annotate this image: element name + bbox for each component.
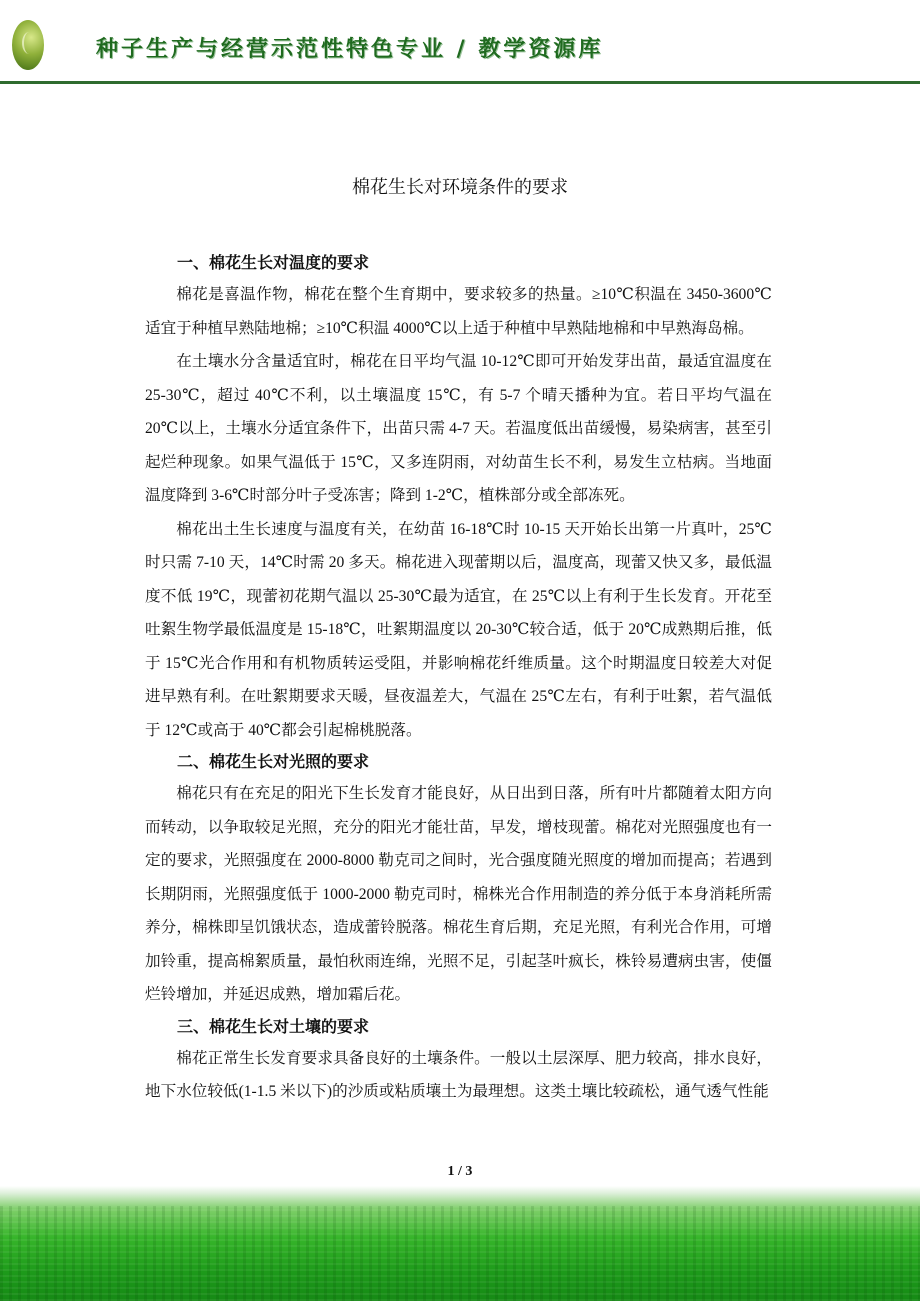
document-body [145,248,772,1109]
grass-footer-image [0,1186,920,1301]
document-title: 棉花生长对环境条件的要求 [352,177,568,198]
paragraph: 棉花正常生长发育要求具备良好的土壤条件。一般以土层深厚、肥力较高，排水良好，地下水位较低(1-1.5 米以下)的沙质或粘质壤土为最理想。这类土壤比较疏松，通气透气性能 [145,1049,772,1100]
section-heading-temperature: 一、棉花生长对温度的要求 [177,253,370,272]
header-divider [0,81,920,84]
section-heading-soil: 三、棉花生长对土壤的要求 [177,1016,370,1036]
seedling-logo-icon [12,20,44,70]
page-header [0,0,920,86]
page-number: 1 / 3 [447,1164,473,1179]
paragraph: 棉花出土生长速度与温度有关，在幼苗 16-18℃时 10-15 天开始长出第一片真叶，25℃时只需 7-10 天，14℃时需 20 多天。棉花进入现蕾期以后，温度高，现蕾又快又多，最低温度不低 19℃，现蕾初花期气温以 25-30℃最为适宜，在 25℃以上有利于生长发育。开花至吐絮生物学最低温度是 15-18℃，吐絮期温度以 20-30℃较合适，低于 20℃成熟期后推，低于 15℃光合作用和有机物质转运受阻，并影响棉花纤维质量。这个时期温度日较差大对促进早熟有利。在吐絮期要求天暖，昼夜温差大，气温在 25℃左右，有利于吐絮，若气温低于 12℃或高于 40℃都会引起棉桃脱落。 [145,520,772,739]
header-title: 种子生产与经营示范性特色专业 / 教学资源库 [96,37,604,62]
paragraph: 棉花只有在充足的阳光下生长发育才能良好，从日出到日落，所有叶片都随着太阳方向而转动，以争取较足光照，充分的阳光才能壮苗，早发，增枝现蕾。棉花对光照强度也有一定的要求，光照强度在 2000-8000 勒克司之间时，光合强度随光照度的增加而提高；若遇到长期阴雨，光照强度低于 1000-2000 勒克司时，棉株光合作用制造的养分低于本身消耗所需养分，棉株即呈饥饿状态，造成蕾铃脱落。棉花生育后期，充足光照，有利光合作用，可增加铃重，提高棉絮质量，最怕秋雨连绵，光照不足，引起茎叶疯长，株铃易遭病虫害，使僵烂铃增加，并延迟成熟，增加霜后花。 [145,785,772,1003]
section-heading-light: 二、棉花生长对光照的要求 [177,752,370,771]
paragraph: 棉花是喜温作物，棉花在整个生育期中，要求较多的热量。≥10℃积温在 3450-3600℃适宜于种植早熟陆地棉；≥10℃积温 4000℃以上适于种植中早熟陆地棉和中早熟海岛棉。 [145,286,772,337]
paragraph: 在土壤水分含量适宜时，棉花在日平均气温 10-12℃即可开始发芽出苗，最适宜温度在 25-30℃，超过 40℃不利，以土壤温度 15℃，有 5-7 个晴天播种为宜。若日平均气温在 20℃以上，土壤水分适宜条件下，出苗只需 4-7 天。若温度低出苗缓慢，易染病害，甚至引起烂种现象。如果气温低于 15℃，又多连阴雨，对幼苗生长不利，易发生立枯病。当地面温度降到 3-6℃时部分叶子受冻害；降到 1-2℃，植株部分或全部冻死。 [145,353,772,504]
